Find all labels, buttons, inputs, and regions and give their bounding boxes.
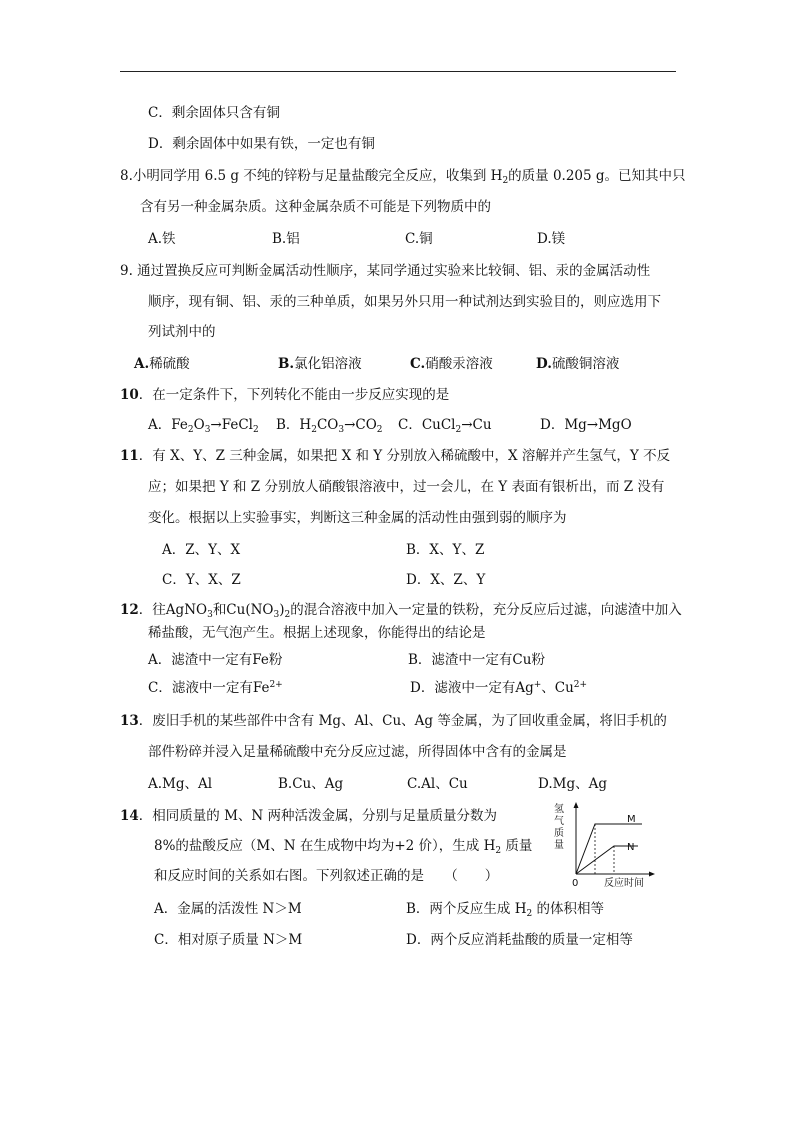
q8-option-c: C.铜	[405, 231, 433, 247]
q14-stem-line3: 和反应时间的关系如右图。下列叙述正确的是 （ ）	[154, 868, 499, 884]
q11-stem-line3: 变化。根据以上实验事实，判断这三种金属的活动性由强到弱的顺序为	[148, 510, 567, 526]
q9-option-b: B.氯化铝溶液	[278, 356, 362, 372]
q9-stem-line2: 顺序，现有铜、铝、汞的三种单质，如果另外只用一种试剂达到实验目的，则应选用下	[148, 294, 661, 310]
q14-option-b: B．两个反应生成 $H_2$ 的体积相等	[406, 901, 605, 919]
graph-y-arrow	[574, 802, 579, 808]
q8-option-a: A.铁	[148, 231, 176, 247]
q8-stem-line1: 8.小明同学用 6.5 g 不纯的锌粉与足量盐酸完全反应，收集到 $H_2$的质量 0.205 g。已知其中只	[120, 168, 686, 186]
q13-stem-line2: 部件粉碎并浸入足量稀硫酸中充分反应过滤，所得固体中含有的金属是	[148, 744, 567, 760]
q13-option-d: D.Mg、Ag	[538, 776, 607, 792]
q13-stem-line1: 13．废旧手机的某些部件中含有 Mg、Al、Cu、Ag 等金属，为了回收重金属，将旧手机的	[120, 713, 667, 729]
q14-graph	[548, 800, 658, 892]
q11-option-c: C．Y、X、Z	[162, 572, 241, 588]
q9-option-d: D.硫酸铜溶液	[536, 356, 620, 372]
q8-option-b: B.铝	[272, 231, 300, 247]
q10-stem: 10．在一定条件下，下列转化不能由一步反应实现的是	[120, 387, 450, 403]
q14-option-c: C．相对原子质量 N＞M	[154, 932, 303, 948]
graph-ylabel-char-2: 气	[554, 816, 564, 827]
q12-stem-line1: 12．往AgNO$_3$和$Cu(NO_3)_2$的混合溶液中加入一定量的铁粉，充分反应后过滤，向滤渣中加入	[120, 602, 682, 620]
q12-option-b: B．滤渣中一定有Cu粉	[408, 652, 545, 668]
q10-option-a: A．$Fe_2O_3\to FeCl_2$	[148, 417, 259, 435]
q9-option-c: C.硝酸汞溶液	[410, 356, 493, 372]
q14-option-d: D．两个反应消耗盐酸的质量一定相等	[406, 932, 633, 948]
q7-option-c: C．剩余固体只含有铜	[148, 105, 280, 121]
graph-label-m: M	[627, 814, 636, 825]
q14-stem-line2: 8%的盐酸反应（M、N 在生成物中均为+2 价），生成 $H_2$ 质量	[154, 838, 533, 856]
q13-option-b: B.Cu、Ag	[278, 776, 344, 792]
q9-stem-line3: 列试剂中的	[148, 324, 216, 340]
q14-option-a: A．金属的活泼性 N＞M	[154, 901, 302, 917]
q11-option-b: B．X、Y、Z	[406, 542, 485, 558]
graph-origin: 0	[572, 878, 579, 889]
graph-x-arrow	[649, 872, 655, 877]
q14-graph-ylabel	[554, 802, 564, 851]
graph-label-n: N	[627, 842, 635, 853]
q9-option-a: A.稀硫酸	[134, 356, 190, 372]
q8-stem-line2: 含有另一种金属杂质。这种金属杂质不可能是下列物质中的	[140, 199, 491, 215]
q11-option-d: D．X、Z、Y	[406, 572, 486, 588]
q12-option-a: A．滤渣中一定有Fe粉	[148, 652, 283, 668]
graph-ylabel-char-4: 量	[554, 840, 564, 851]
q7-option-d: D．剩余固体中如果有铁，一定也有铜	[148, 136, 375, 152]
q10-option-d: D．Mg→MgO	[540, 417, 632, 433]
q13-option-a: A.Mg、Al	[148, 776, 213, 792]
q12-option-c: C．滤液中一定有$Fe^{2+}$	[148, 680, 283, 696]
q11-stem-line2: 应；如果把 Y 和 Z 分别放人硝酸银溶液中，过一会儿，在 Y 表面有银析出，而 Z 没有	[148, 479, 665, 495]
q8-option-d: D.镁	[537, 231, 566, 247]
q11-stem-line1: 11．有 X、Y、Z 三种金属，如果把 X 和 Y 分别放入稀硫酸中，X 溶解并产生氢气，Y 不反	[120, 448, 671, 464]
q12-stem-line2: 稀盐酸，无气泡产生。根据上述现象，你能得出的结论是	[148, 625, 486, 641]
q11-option-a: A．Z、Y、X	[162, 542, 241, 558]
graph-ylabel-char-1: 氢	[554, 804, 564, 815]
q10-option-c: C．CuCl$_2$→Cu	[398, 417, 492, 435]
q12-option-d: D．滤液中一定有Ag+、$Cu^{2+}$	[410, 680, 588, 696]
q9-stem-line1: 9. 通过置换反应可判断金属活动性顺序，某同学通过实验来比较铜、铝、汞的金属活动性	[120, 263, 651, 279]
q14-stem-line1: 14．相同质量的 M、N 两种活泼金属，分别与足量质量分数为	[120, 808, 498, 824]
q10-option-b: B．$H_2CO_3\to CO_2$	[276, 417, 383, 435]
graph-xlabel: 反应时间	[604, 878, 644, 889]
header-rule	[120, 71, 676, 72]
graph-ylabel-char-3: 质	[554, 828, 564, 839]
q13-option-c: C.Al、Cu	[407, 776, 468, 792]
